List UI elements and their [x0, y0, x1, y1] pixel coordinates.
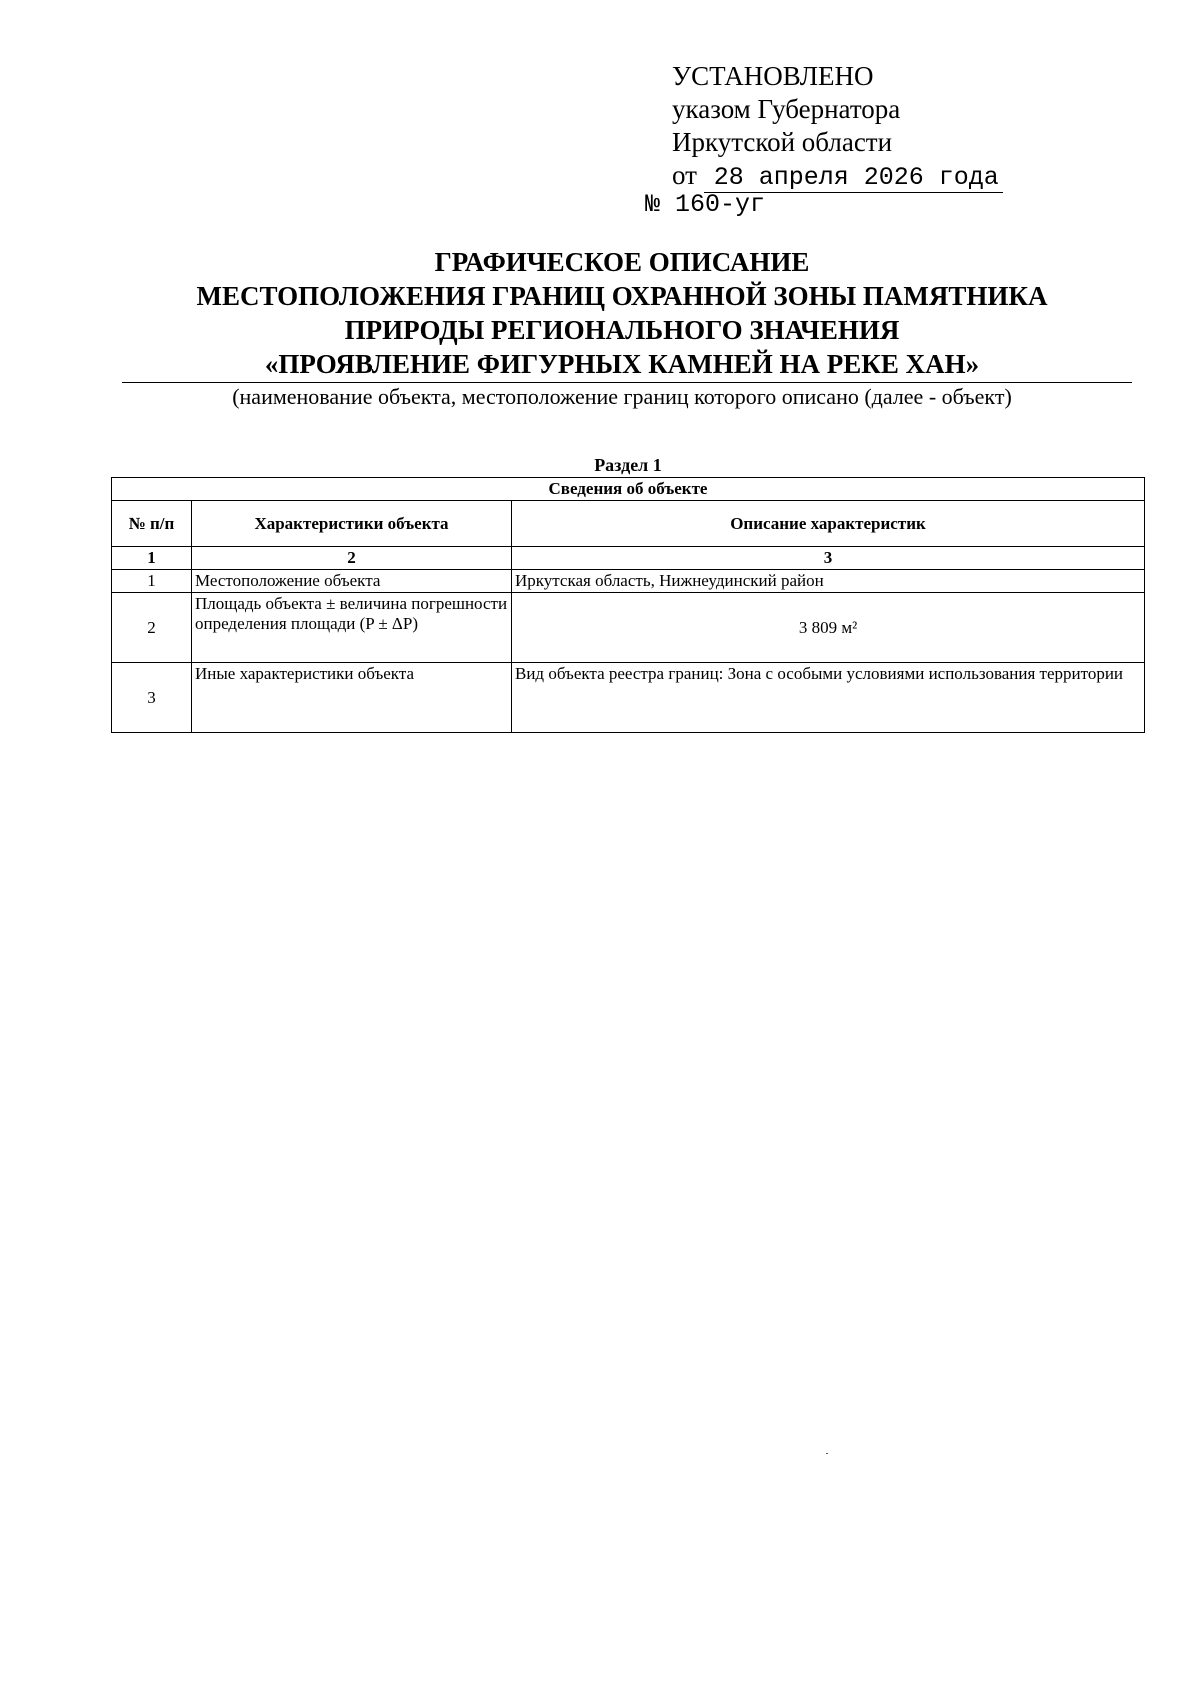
col-number: 3 [512, 547, 1145, 570]
row-desc: 3 809 м² [512, 593, 1145, 663]
approval-line: Иркутской области [672, 127, 893, 157]
document-title [112, 245, 1132, 381]
header-desc: Описание характеристик [512, 501, 1145, 547]
table-title: Сведения об объекте [112, 478, 1145, 501]
table-row [112, 593, 1145, 663]
title-underline [122, 382, 1132, 383]
row-name: Площадь объекта ± величина погрешности определения площади (P ± ΔP) [192, 593, 512, 663]
approval-line: УСТАНОВЛЕНО [672, 61, 874, 91]
row-desc: Иркутская область, Нижнеудинский район [512, 570, 1145, 593]
title-line: «ПРОЯВЛЕНИЕ ФИГУРНЫХ КАМНЕЙ НА РЕКЕ ХАН» [264, 349, 980, 379]
table-title-row [112, 478, 1145, 501]
title-caption: (наименование объекта, местоположение границ которого описано (далее - объект) [232, 384, 1012, 409]
approval-number: № 160-уг [645, 190, 766, 219]
table-header-row [112, 501, 1145, 547]
approval-date-row [672, 160, 1003, 193]
title-line: МЕСТОПОЛОЖЕНИЯ ГРАНИЦ ОХРАННОЙ ЗОНЫ ПАМЯТНИКА [196, 281, 1048, 311]
scan-speck [826, 1453, 828, 1454]
date-prefix: от [672, 160, 697, 190]
table-row [112, 570, 1145, 593]
approval-block [672, 60, 900, 159]
object-info-table [111, 477, 1145, 733]
row-num: 1 [112, 570, 192, 593]
row-name: Местоположение объекта [192, 570, 512, 593]
column-number-row [112, 547, 1145, 570]
row-num: 3 [112, 663, 192, 733]
row-num: 2 [112, 593, 192, 663]
title-line: ГРАФИЧЕСКОЕ ОПИСАНИЕ [434, 247, 810, 277]
row-name: Иные характеристики объекта [192, 663, 512, 733]
title-line: ПРИРОДЫ РЕГИОНАЛЬНОГО ЗНАЧЕНИЯ [344, 315, 900, 345]
section-label: Раздел 1 [594, 455, 662, 475]
header-name: Характеристики объекта [192, 501, 512, 547]
approval-date: 28 апреля 2026 года [704, 163, 1003, 193]
table-row [112, 663, 1145, 733]
row-desc: Вид объекта реестра границ: Зона с особыми условиями использования территории [512, 663, 1145, 733]
col-number: 1 [112, 547, 192, 570]
col-number: 2 [192, 547, 512, 570]
approval-line: указом Губернатора [672, 94, 901, 124]
header-num: № п/п [112, 501, 192, 547]
